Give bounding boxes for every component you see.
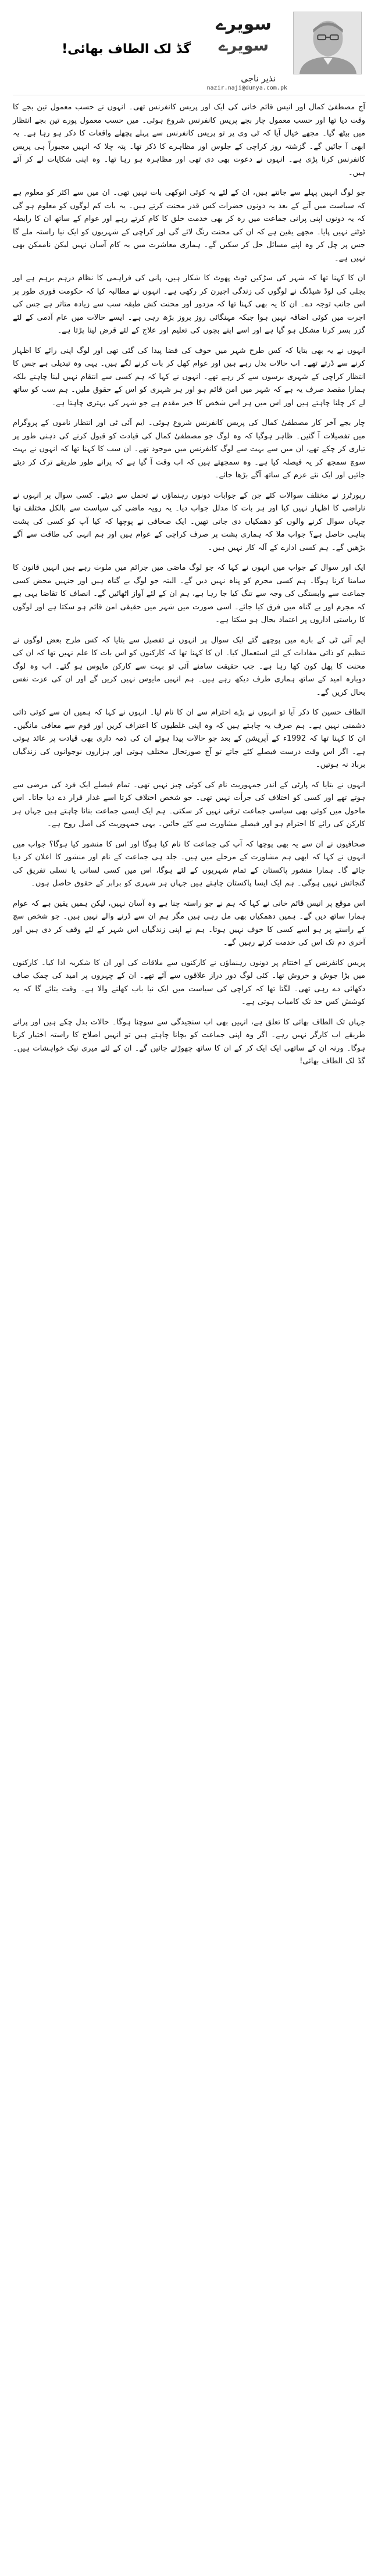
column-headline: گڈ لک الطاف بھائی! [62,42,191,56]
columnist-name: نذیر ناجی [241,73,276,84]
columnist-email[interactable]: nazir.naji@dunya.com.pk [206,85,287,91]
article-paragraph: رپورٹرز نے مختلف سوالات کئے جن کے جوابات دونوں رہنماؤں نے تحمل سے دیئے۔ کسی سوال پر انہوں نے ناراضی کا اظہار نہیں کیا اور ہر بات کا مدلل جواب دیا۔ یہ رویہ ماضی کی سیاست سے بالکل مختلف تھا جہاں سوال کرنے والوں کو دھمکیاں دی جاتی تھیں۔ ایک صحافی نے پوچھا کہ کیا آپ کو کسی کی پشت پناہی حاصل ہے؟ جواب ملا کہ ہماری پشت پر صرف کراچی کے عوام ہیں اور ہم انہی کی طاقت سے آگے بڑھیں گے۔ ہم کسی ادارے کے آلہ کار نہیں ہیں۔ [13,491,366,552]
article-paragraph: الطاف حسین کا ذکر آیا تو انہوں نے بڑے احترام سے ان کا نام لیا۔ انہوں نے کہا کہ ہمیں ان سے کوئی ذاتی دشمنی نہیں ہے۔ ہم صرف یہ چاہتے ہیں کہ وہ اپنی غلطیوں کا اعتراف کریں اور قوم سے معافی مانگیں۔ ان کا کہنا تھا کہ 1992ء کے آپریشن کے بعد جو حالات پیدا ہوئے ان کی ذمہ داری بھی قیادت پر عائد ہوتی ہے۔ اگر اس وقت درست فیصلے کئے جاتے تو آج صورتحال مختلف ہوتی اور ہزاروں نوجوانوں کی زندگیاں برباد نہ ہوتیں۔ [13,708,365,769]
column-header [13,8,365,95]
columnist-portrait [293,12,362,74]
article-paragraph: انہوں نے یہ بھی بتایا کہ کس طرح شہر میں خوف کی فضا پیدا کی گئی تھی اور لوگ اپنی رائے کا اظہار کرنے سے ڈرتے تھے۔ اب حالات بدل رہے ہیں اور عوام کھل کر بات کرنے لگے ہیں۔ یہی وہ تبدیلی ہے جس کا انتظار کراچی کے شہری برسوں سے کر رہے تھے۔ انہوں نے کہا کہ ہم کسی سے انتقام نہیں لینا چاہتے بلکہ ہمارا مقصد صرف یہ ہے کہ شہر میں امن قائم ہو اور ہر شہری کو اس کے حقوق ملیں۔ ہم سب کو ساتھ لے کر چلنا چاہتے ہیں اور اس میں ہر اس شخص کا خیر مقدم ہے جو شہر کی بہتری چاہتا ہے۔ [13,346,365,408]
article-paragraph: صحافیوں نے ان سے یہ بھی پوچھا کہ آپ کی جماعت کا نام کیا ہوگا اور اس کا منشور کیا ہوگا؟ جواب میں انہوں نے کہا کہ ابھی ہم مشاورت کے مرحلے میں ہیں۔ جلد ہی جماعت کے نام اور منشور کا اعلان کر دیا جائے گا۔ ہمارا منشور پاکستان کے تمام شہریوں کے لئے ہوگا، اس میں کسی لسانی یا نسلی تفریق کی گنجائش نہیں ہوگی۔ ہم ایک ایسا پاکستان چاہتے ہیں جہاں ہر شہری کو برابر کے حقوق حاصل ہوں۔ [13,839,365,888]
article-paragraph: آج مصطفیٰ کمال اور انیس قائم خانی کی ایک اور پریس کانفرنس تھی۔ انہوں نے حسب معمول تین بجے کا وقت دیا تھا اور حسب معمول چار بجے پریس کانفرنس شروع ہوئی۔ میں حسب معمول پورے تین بجے انتظار میں بیٹھ گیا۔ مجھے خیال آیا کہ ٹی وی پر تو پریس کانفرنس سے پہلے پچھلے واقعات کا ذکر ہو رہا ہے۔ یہ ابھی آ جائیں گے۔ گزشتہ روز کراچی کے جلوس اور مظاہرے کا ذکر تھا۔ پتہ چلا کہ انہیں مجبوراً ہی پریس کانفرنس کرنا پڑی ہے۔ انہوں نے دعوت بھی دی تھی اور مظاہرہ ہو رہا تھا۔ وہ اپنی شکایات لے کر آئے ہیں۔ [13,103,365,177]
article-paragraph: پریس کانفرنس کے اختتام پر دونوں رہنماؤں نے کارکنوں سے ملاقات کی اور ان کا شکریہ ادا کیا۔ کارکنوں میں بڑا جوش و خروش تھا۔ کئی لوگ دور دراز علاقوں سے آئے تھے۔ ان کے چہروں پر امید کی چمک صاف دکھائی دے رہی تھی۔ لگتا تھا کہ کراچی کی سیاست میں ایک نیا باب کھلنے والا ہے۔ وقت بتائے گا کہ یہ کوشش کس حد تک کامیاب ہوتی ہے۔ [13,958,365,1006]
article-paragraph: اس موقع پر انیس قائم خانی نے کہا کہ ہم نے جو راستہ چنا ہے وہ آسان نہیں، لیکن ہمیں یقین ہے کہ عوام ہمارا ساتھ دیں گے۔ ہمیں دھمکیاں بھی مل رہی ہیں مگر ہم ان سے ڈرنے والے نہیں ہیں۔ جو شخص سچ کے راستے پر ہو اسے کسی کا خوف نہیں ہوتا۔ ہم نے اپنی زندگیاں اس شہر کے لئے وقف کر دی ہیں اور آخری دم تک اس کی خدمت کرتے رہیں گے۔ [13,899,365,947]
article-paragraph: چار بجے آخر کار مصطفیٰ کمال کی پریس کانفرنس شروع ہوئی۔ ایم آئی ٹی اور انتظار ناموں کے پروگرام میں تفصیلات آ گئیں۔ ظاہر ہوگیا کہ وہ لوگ جو مصطفیٰ کمال کی قیادت کو قبول کرنے کی ذہنی طور پر تیاری کر چکے تھے، ان میں سے بہت سے لوگ کانفرنس میں موجود تھے۔ ان سب کا کہنا تھا کہ انہوں نے بہت سوچ سمجھ کر یہ فیصلہ کیا ہے۔ وہ سمجھتے ہیں کہ اب وقت آ گیا ہے کہ پرانے طور طریقے ترک کر دیئے جائیں اور ایک نئے عزم کے ساتھ آگے بڑھا جائے۔ [13,419,365,480]
column-masthead [200,13,287,69]
article-paragraph: جو لوگ انہیں پہلے سے جانتے ہیں، ان کے لئے یہ کوئی انوکھی بات نہیں تھی۔ ان میں سے اکثر کو معلوم ہے کہ سیاست میں آنے کے بعد یہ دونوں حضرات کس قدر محنت کرتے ہیں۔ یہ بات کم لوگوں کو معلوم ہو گی کہ یہ دونوں اپنی پرانی جماعت میں رہ کر بھی خدمت خلق کا کام کرتے رہے اور عوام کے ساتھ ان کا رابطہ ٹوٹنے نہیں پایا۔ مجھے یقین ہے کہ ان کی محنت رنگ لائے گی اور کراچی کے شہریوں کو ایک نیا راستہ ملے گا جس پر چل کر وہ اپنے مسائل حل کر سکیں گے۔ ہماری معاشرت میں یہ کام آسان نہیں لیکن ناممکن بھی نہیں ہے۔ [13,188,365,263]
columnist-photo-icon [294,12,361,74]
column-body [13,101,365,1069]
article-paragraph: انہوں نے بتایا کہ پارٹی کے اندر جمہوریت نام کی کوئی چیز نہیں تھی۔ تمام فیصلے ایک فرد کی مرضی سے ہوتے تھے اور کسی کو اختلاف کی جرأت نہیں تھی۔ جو شخص اختلاف کرتا اسے غدار قرار دے دیا جاتا۔ اس ماحول میں کوئی بھی سیاسی جماعت ترقی نہیں کر سکتی۔ ہم ایک ایسی جماعت بنانا چاہتے ہیں جہاں ہر کارکن کی رائے کا احترام ہو اور فیصلے مشاورت سے کئے جائیں۔ یہی جمہوریت کی اصل روح ہے۔ [13,780,365,828]
article-paragraph: ایک اور سوال کے جواب میں انہوں نے کہا کہ جو لوگ ماضی میں جرائم میں ملوث رہے ہیں انہیں قانون کا سامنا کرنا ہوگا۔ ہم کسی مجرم کو پناہ نہیں دیں گے۔ البتہ جو لوگ بے گناہ ہیں اور جنہیں محض کسی جماعت سے وابستگی کی وجہ سے تنگ کیا جا رہا ہے، ہم ان کے لئے آواز اٹھائیں گے۔ انصاف کا تقاضا یہی ہے کہ مجرم اور بے گناہ میں فرق کیا جائے۔ اسی صورت میں شہر میں حقیقی امن قائم ہو سکتا ہے اور لوگوں کا ریاستی اداروں پر اعتماد بحال ہو سکتا ہے۔ [13,563,365,624]
article-paragraph-closing: جہاں تک الطاف بھائی کا تعلق ہے، انہیں بھی اب سنجیدگی سے سوچنا ہوگا۔ حالات بدل چکے ہیں اور پرانے طریقے اب کارگر نہیں رہے۔ اگر وہ اپنی جماعت کو بچانا چاہتے ہیں تو انہیں اصلاح کا راستہ اختیار کرنا ہوگا۔ ورنہ ان کے ساتھی ایک ایک کر کے ان کا ساتھ چھوڑتے جائیں گے۔ ان کے لئے میری نیک خواہشات ہیں۔ گڈ لک الطاف بھائی! [13,1017,365,1066]
article-paragraph: ان کا کہنا تھا کہ شہر کی سڑکیں ٹوٹ پھوٹ کا شکار ہیں، پانی کی فراہمی کا نظام درہم برہم ہے اور بجلی کی لوڈ شیڈنگ نے لوگوں کی زندگی اجیرن کر رکھی ہے۔ انہوں نے مطالبہ کیا کہ حکومت فوری طور پر اس جانب توجہ دے۔ ان کا یہ بھی کہنا تھا کہ مزدور اور محنت کش طبقہ سب سے زیادہ متاثر ہے جس کی اجرت میں کوئی اضافہ نہیں ہوا جبکہ مہنگائی روز بروز بڑھ رہی ہے۔ ایسے حالات میں عام آدمی کے لئے گزر بسر کرنا مشکل ہو گیا ہے اور اسے اپنے بچوں کی تعلیم اور علاج کے لئے قرض لینا پڑتا ہے۔ [13,274,365,335]
masthead-title-line2: سویرے [218,37,269,55]
masthead-title-line1: سویرے [216,14,272,34]
article-paragraph: ایم آئی ٹی کے بارے میں پوچھے گئے ایک سوال پر انہوں نے تفصیل سے بتایا کہ کس طرح بعض لوگوں نے تنظیم کو ذاتی مفادات کے لئے استعمال کیا۔ ان کا کہنا تھا کہ کارکنوں کو اس بات کا علم نہیں تھا کہ ان کی محنت کا پھل کون کھا رہا ہے۔ جب حقیقت سامنے آئی تو بہت سے کارکن مایوس ہو گئے۔ اب وہ لوگ دوبارہ امید کے ساتھ ہماری طرف دیکھ رہے ہیں۔ ہم انہیں مایوس نہیں کریں گے اور ان کی عزت نفس بحال کریں گے۔ [13,635,365,697]
